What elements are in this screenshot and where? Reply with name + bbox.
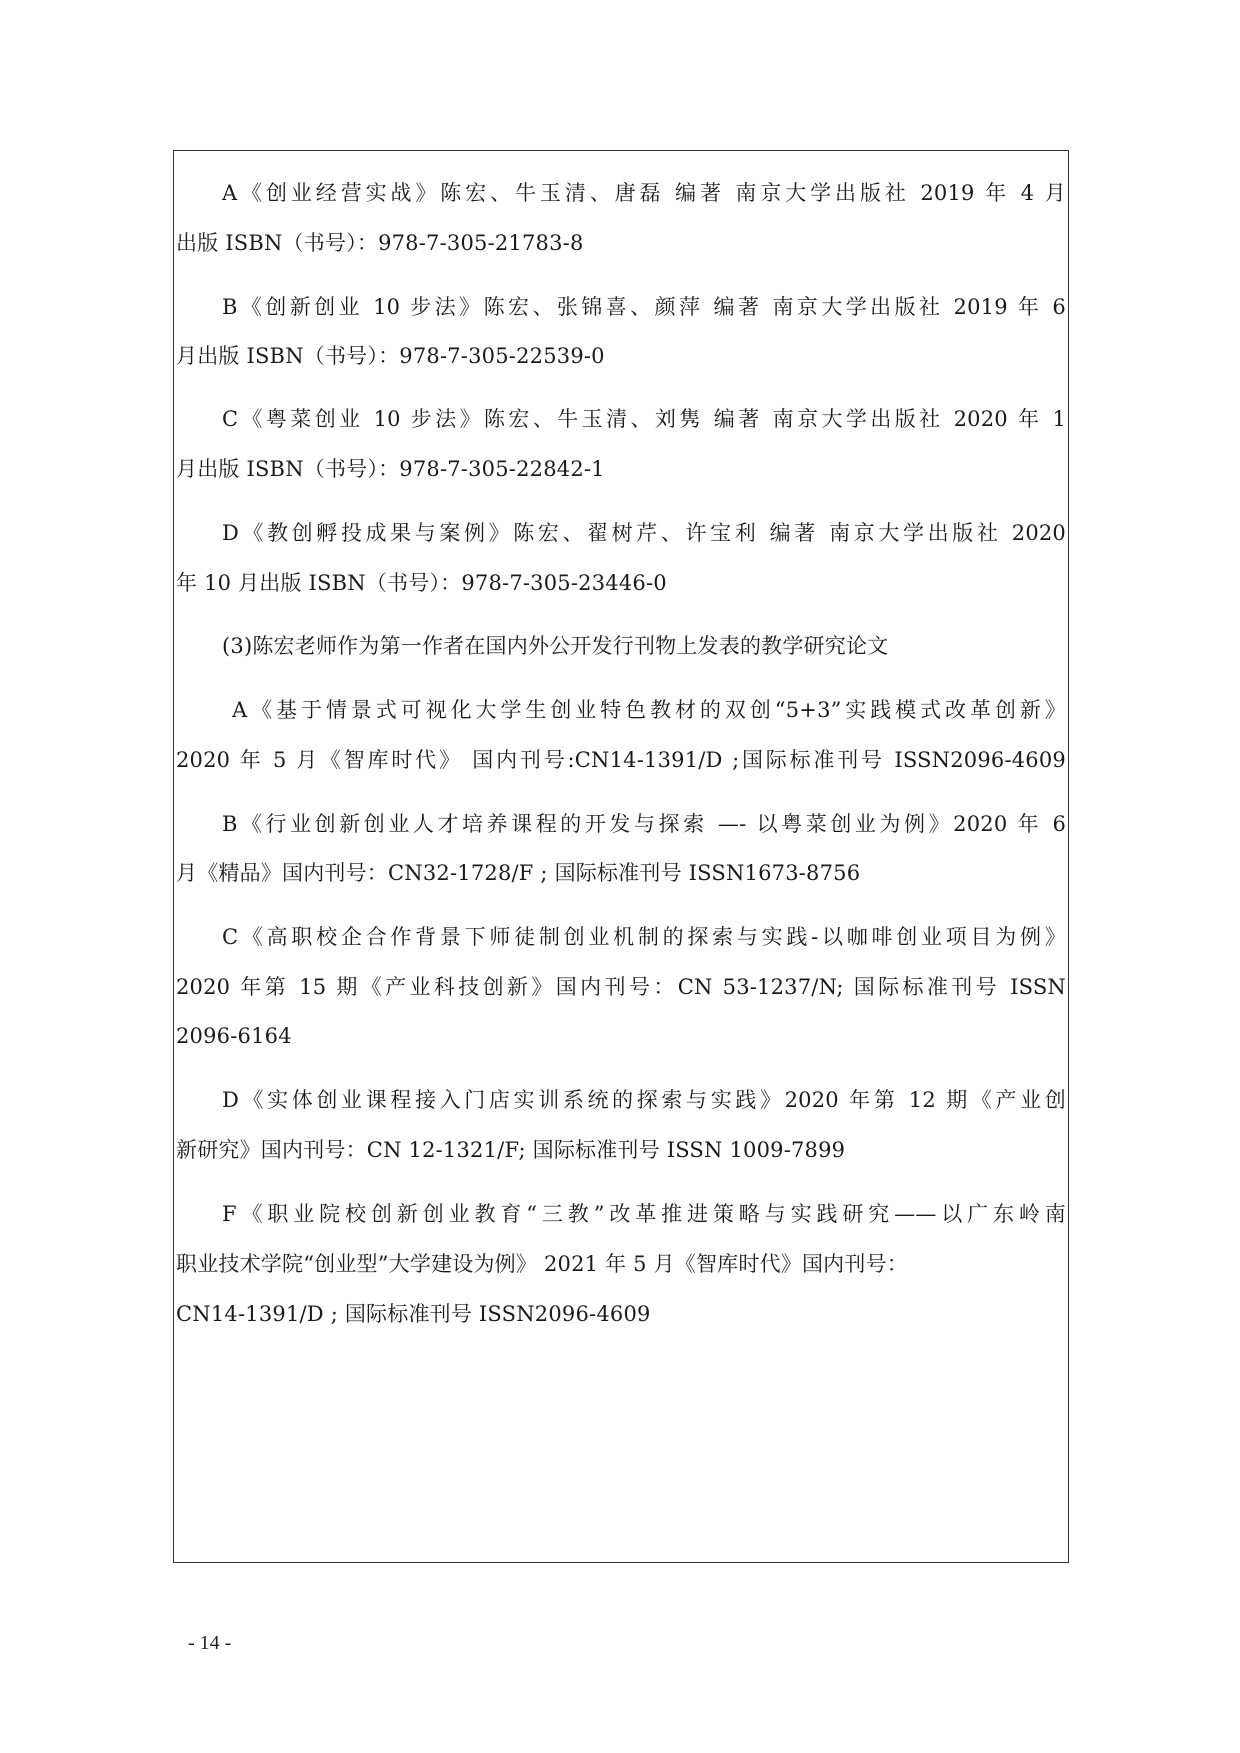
- paper-entry-b-line2: 月《精品》国内刊号：CN32-1728/F ; 国际标准刊号 ISSN1673-8756: [176, 861, 861, 885]
- paper-entry-d-line1: D《实体创业课程接入门店实训系统的探索与实践》2020 年第 12 期《产业创: [222, 1088, 1066, 1112]
- book-entry-d-line2: 年 10 月出版 ISBN（书号）：978-7-305-23446-0: [176, 571, 667, 595]
- book-entry-a-line2: 出版 ISBN（书号）：978-7-305-21783-8: [176, 231, 584, 255]
- paper-entry-c-line3: 2096-6164: [176, 1024, 292, 1048]
- paper-entry-f-line3: CN14-1391/D ; 国际标准刊号 ISSN2096-4609: [176, 1302, 651, 1326]
- paper-entry-c-line1: C《高职校企合作背景下师徒制创业机制的探索与实践-以咖啡创业项目为例》: [222, 925, 1066, 949]
- book-entry-a-line1: A《创业经营实战》陈宏、牛玉清、唐磊 编著 南京大学出版社 2019 年 4 月: [222, 181, 1066, 205]
- paper-entry-d-line2: 新研究》国内刊号：CN 12-1321/F; 国际标准刊号 ISSN 1009-7899: [176, 1138, 846, 1162]
- paper-entry-a-line2: 2020 年 5 月《智库时代》 国内刊号:CN14-1391/D ;国际标准刊号 ISSN2096-4609: [176, 748, 1066, 772]
- paper-entry-f-line2: 职业技术学院“创业型”大学建设为例》 2021 年 5 月《智库时代》国内刊号：: [176, 1252, 908, 1276]
- book-entry-b-line1: B《创新创业 10 步法》陈宏、张锦喜、颜萍 编著 南京大学出版社 2019 年 6: [222, 295, 1066, 319]
- paper-entry-b-line1: B《行业创新创业人才培养课程的开发与探索 —- 以粤菜创业为例》2020 年 6: [222, 812, 1066, 836]
- book-entry-c-line1: C《粤菜创业 10 步法》陈宏、牛玉清、刘隽 编著 南京大学出版社 2020 年 1: [222, 407, 1066, 431]
- book-entry-c-line2: 月出版 ISBN（书号）：978-7-305-22842-1: [176, 457, 605, 481]
- book-entry-b-line2: 月出版 ISBN（书号）：978-7-305-22539-0: [176, 344, 605, 368]
- page-number: - 14 -: [188, 1632, 232, 1654]
- section-heading: (3)陈宏老师作为第一作者在国内外公开发行刊物上发表的教学研究论文: [222, 634, 889, 658]
- paper-entry-a-line1: A《基于情景式可视化大学生创业特色教材的双创“5+3”实践模式改革创新》: [232, 698, 1066, 722]
- paper-entry-f-line1: F《职业院校创新创业教育“三教”改革推进策略与实践研究——以广东岭南: [222, 1202, 1066, 1226]
- book-entry-d-line1: D《教创孵投成果与案例》陈宏、翟树芹、许宝利 编著 南京大学出版社 2020: [222, 521, 1066, 545]
- paper-entry-c-line2: 2020 年第 15 期《产业科技创新》国内刊号：CN 53-1237/N; 国际标准刊号 ISSN: [176, 975, 1066, 999]
